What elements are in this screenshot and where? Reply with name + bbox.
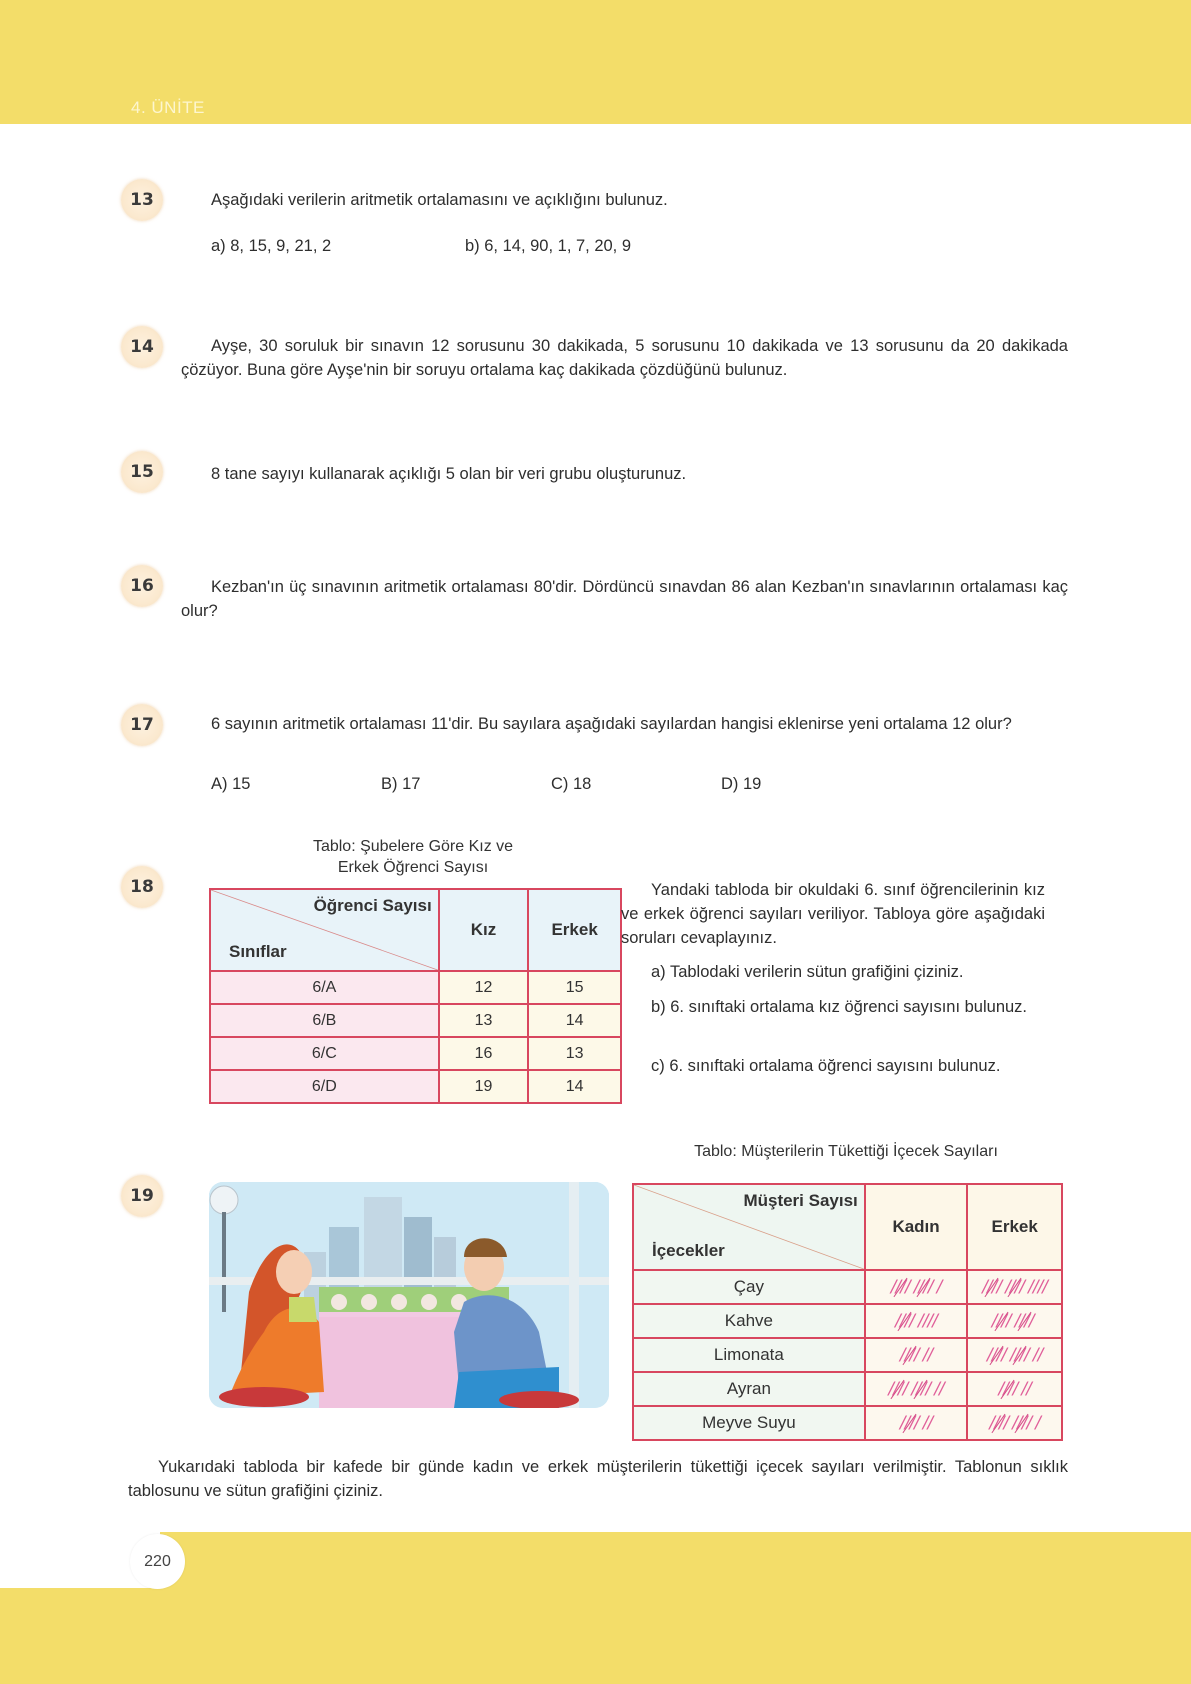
table-corner-header — [210, 889, 439, 971]
tally-marks-icon: //// // — [998, 1379, 1031, 1399]
question-17-text: 6 sayının aritmetik ortalaması 11'dir. Bu sayılara aşağıdaki sayılardan hangisi eklenirse yeni ortalama 12 olur? — [211, 715, 1012, 733]
table-row — [633, 1304, 1062, 1338]
question-number-badge: 15 — [121, 451, 163, 493]
tally-cell-erkek — [967, 1270, 1062, 1304]
corner-top-label: Öğrenci Sayısı — [313, 896, 432, 915]
question-17-option-c: C) 18 — [551, 775, 592, 793]
footer-band — [160, 1532, 1191, 1592]
column-header-erkek: Erkek — [528, 889, 621, 971]
tally-marks-icon: //// //// // — [987, 1345, 1043, 1365]
tally-marks-icon: //// //// //// — [982, 1277, 1048, 1297]
cell-kiz: 16 — [439, 1037, 529, 1070]
row-label: Kahve — [633, 1304, 865, 1338]
table-18-caption — [268, 836, 558, 878]
corner-bottom-label: İçecekler — [652, 1241, 725, 1260]
tally-marks-icon: //// //// / — [890, 1277, 942, 1297]
question-14-text: Ayşe, 30 soruluk bir sınavın 12 sorusunu 30 dakikada, 5 sorusunu 10 dakikada ve 13 sorusunu da 20 dakikada çözüyor. Buna göre Ayşe'nin bir soruyu ortalama kaç dakikada çözdüğünü bulunuz. — [181, 337, 1068, 379]
row-label: 6/B — [210, 1004, 439, 1037]
column-header-erkek: Erkek — [967, 1184, 1062, 1270]
tally-cell-kadin — [865, 1338, 968, 1372]
question-19-text: Yukarıdaki tabloda bir kafede bir günde kadın ve erkek müşterilerin tükettiği içecek sayıları verilmiştir. Tablonun sıklık tablosunu ve sütun grafiğini çiziniz. — [128, 1458, 1068, 1500]
table-row — [633, 1372, 1062, 1406]
question-18-part-c: c) 6. sınıftaki ortalama öğrenci sayısını bulunuz. — [651, 1057, 1001, 1075]
corner-top-label: Müşteri Sayısı — [743, 1191, 858, 1210]
tally-cell-erkek — [967, 1338, 1062, 1372]
tally-cell-kadin — [865, 1406, 968, 1440]
question-number-badge: 18 — [121, 866, 163, 908]
tally-cell-kadin — [865, 1372, 968, 1406]
question-number-badge: 16 — [121, 565, 163, 607]
cell-erkek: 14 — [528, 1004, 621, 1037]
tally-marks-icon: //// //// — [895, 1311, 937, 1331]
page-number: 220 — [130, 1534, 185, 1589]
question-17-option-a: A) 15 — [211, 775, 251, 793]
caption-line-2: Erkek Öğrenci Sayısı — [337, 859, 489, 876]
question-number-badge: 13 — [121, 179, 163, 221]
tally-marks-icon: //// //// // — [888, 1379, 944, 1399]
row-label: 6/D — [210, 1070, 439, 1103]
table-row — [633, 1406, 1062, 1440]
tally-marks-icon: //// // — [899, 1413, 933, 1433]
cell-kiz: 19 — [439, 1070, 529, 1103]
question-number-badge: 19 — [121, 1175, 163, 1217]
row-label: Ayran — [633, 1372, 865, 1406]
tally-cell-kadin — [865, 1270, 968, 1304]
table-row — [633, 1270, 1062, 1304]
illustration-art — [209, 1182, 609, 1408]
cell-erkek: 13 — [528, 1037, 621, 1070]
tally-cell-erkek — [967, 1372, 1062, 1406]
column-header-kadin: Kadın — [865, 1184, 968, 1270]
cell-kiz: 13 — [439, 1004, 529, 1037]
question-number-badge: 14 — [121, 326, 163, 368]
unit-label: 4. ÜNİTE — [131, 98, 205, 117]
table-row — [210, 971, 621, 1004]
table-19-caption: Tablo: Müşterilerin Tükettiği İçecek Sayıları — [694, 1143, 998, 1160]
cafe-couple-illustration — [209, 1182, 609, 1408]
students-by-class-table — [209, 888, 622, 1104]
question-13-text: Aşağıdaki verilerin aritmetik ortalamasını ve açıklığını bulunuz. — [211, 191, 668, 209]
cell-erkek: 15 — [528, 971, 621, 1004]
question-18-part-b: b) 6. sınıftaki ortalama kız öğrenci sayısını bulunuz. — [651, 998, 1028, 1016]
row-label: 6/C — [210, 1037, 439, 1070]
tally-cell-erkek — [967, 1406, 1062, 1440]
row-label: 6/A — [210, 971, 439, 1004]
table-row — [633, 1338, 1062, 1372]
question-18-intro: Yandaki tabloda bir okuldaki 6. sınıf öğrencilerinin kız ve erkek öğrenci sayıları veriliyor. Tabloya göre aşağıdaki soruları cevaplayınız. — [621, 881, 1045, 947]
table-row — [210, 1070, 621, 1103]
drinks-consumed-table — [632, 1183, 1063, 1441]
tally-cell-kadin — [865, 1304, 968, 1338]
tally-marks-icon: //// // — [899, 1345, 933, 1365]
table-row — [210, 1004, 621, 1037]
tally-cell-erkek — [967, 1304, 1062, 1338]
row-label: Limonata — [633, 1338, 865, 1372]
caption-line-1: Tablo: Şubelere Göre Kız ve — [312, 838, 514, 855]
question-13-option-a: a) 8, 15, 9, 21, 2 — [211, 237, 332, 255]
question-number-badge: 17 — [121, 704, 163, 746]
row-label: Çay — [633, 1270, 865, 1304]
tally-marks-icon: //// //// — [991, 1311, 1034, 1331]
footer-band-lower — [0, 1588, 1191, 1684]
question-13-option-b: b) 6, 14, 90, 1, 7, 20, 9 — [465, 237, 632, 255]
row-label: Meyve Suyu — [633, 1406, 865, 1440]
question-18-part-a: a) Tablodaki verilerin sütun grafiğini çiziniz. — [651, 963, 964, 981]
column-header-kiz: Kız — [439, 889, 529, 971]
tally-marks-icon: //// //// / — [989, 1413, 1040, 1433]
question-16-text: Kezban'ın üç sınavının aritmetik ortalaması 80'dir. Dördüncü sınavdan 86 alan Kezban'ın sınavlarının ortalaması kaç olur? — [181, 578, 1068, 620]
question-17-option-b: B) 17 — [381, 775, 421, 793]
question-17-option-d: D) 19 — [721, 775, 762, 793]
table-corner-header — [633, 1184, 865, 1270]
question-15-text: 8 tane sayıyı kullanarak açıklığı 5 olan bir veri grubu oluşturunuz. — [211, 465, 687, 483]
cell-erkek: 14 — [528, 1070, 621, 1103]
table-row — [210, 1037, 621, 1070]
cell-kiz: 12 — [439, 971, 529, 1004]
corner-bottom-label: Sınıflar — [229, 942, 287, 961]
